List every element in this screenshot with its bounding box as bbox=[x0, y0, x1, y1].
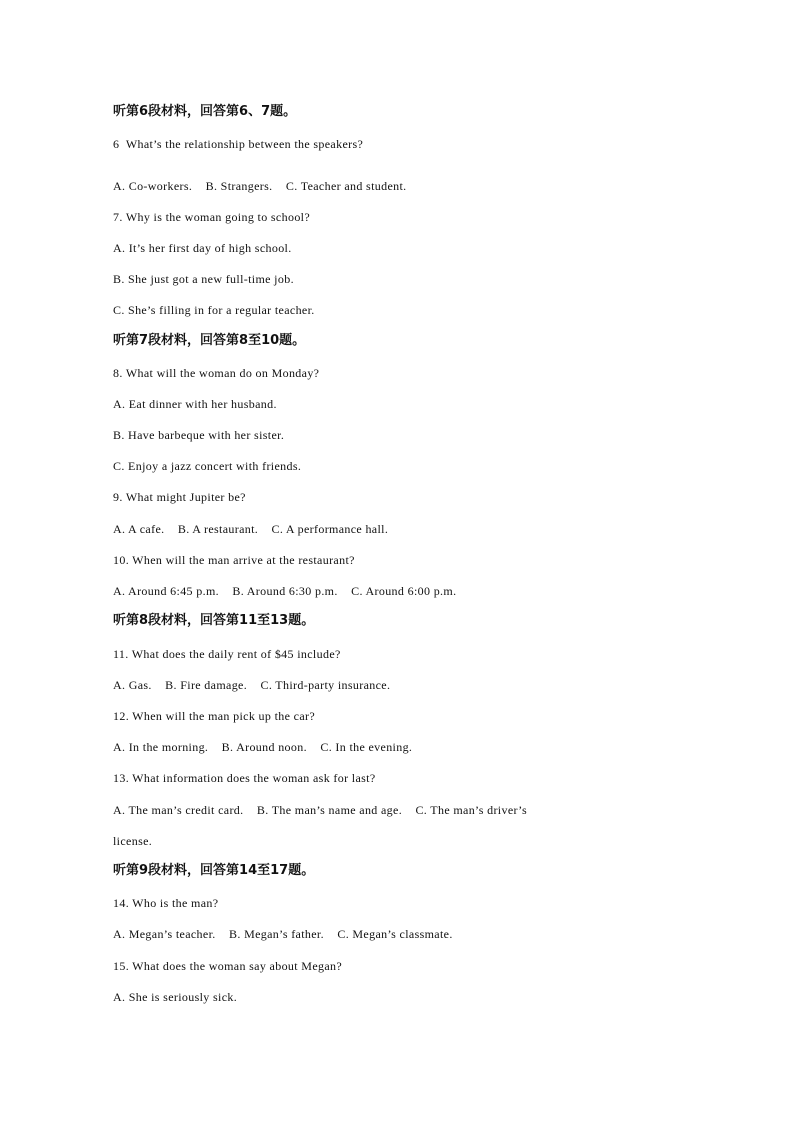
q8-option-b: B. Have barbeque with her sister. bbox=[113, 428, 285, 442]
q8-option-a: A. Eat dinner with her husband. bbox=[113, 397, 277, 411]
question-9: 9. What might Jupiter be? bbox=[113, 490, 246, 504]
question-11: 11. What does the daily rent of $45 include? bbox=[113, 647, 341, 661]
q9-options: A. A cafe. B. A restaurant. C. A performance hall. bbox=[113, 522, 389, 536]
question-13: 13. What information does the woman ask for last? bbox=[113, 771, 376, 785]
question-14: 14. Who is the man? bbox=[113, 896, 219, 910]
q12-options: A. In the morning. B. Around noon. C. In the evening. bbox=[113, 740, 413, 754]
q7-option-a: A. It’s her first day of high school. bbox=[113, 241, 292, 255]
q13-options: A. The man’s credit card. B. The man’s name and age. C. The man’s driver’s bbox=[113, 803, 528, 817]
section-heading-8: 听第8段材料，回答第11至13题。 bbox=[113, 613, 315, 628]
q6-options: A. Co-workers. B. Strangers. C. Teacher and student. bbox=[113, 179, 407, 193]
section-heading-6: 听第6段材料，回答第6、7题。 bbox=[113, 104, 297, 119]
q8-option-c: C. Enjoy a jazz concert with friends. bbox=[113, 459, 302, 473]
question-7: 7. Why is the woman going to school? bbox=[113, 210, 311, 224]
section-heading-9: 听第9段材料，回答第14至17题。 bbox=[113, 863, 315, 878]
q14-options: A. Megan’s teacher. B. Megan’s father. C. Megan’s classmate. bbox=[113, 927, 453, 941]
q10-options: A. Around 6:45 p.m. B. Around 6:30 p.m. C. Around 6:00 p.m. bbox=[113, 584, 457, 598]
q13-options-continued: license. bbox=[113, 834, 153, 848]
question-15: 15. What does the woman say about Megan? bbox=[113, 959, 343, 973]
q7-option-c: C. She’s filling in for a regular teacher. bbox=[113, 303, 315, 317]
question-8: 8. What will the woman do on Monday? bbox=[113, 366, 320, 380]
question-6: 6 What’s the relationship between the speakers? bbox=[113, 137, 364, 151]
question-10: 10. When will the man arrive at the restaurant? bbox=[113, 553, 355, 567]
question-12: 12. When will the man pick up the car? bbox=[113, 709, 316, 723]
q7-option-b: B. She just got a new full-time job. bbox=[113, 272, 294, 286]
q15-option-a: A. She is seriously sick. bbox=[113, 990, 238, 1004]
section-heading-7: 听第7段材料，回答第8至10题。 bbox=[113, 333, 306, 348]
q11-options: A. Gas. B. Fire damage. C. Third-party insurance. bbox=[113, 678, 391, 692]
